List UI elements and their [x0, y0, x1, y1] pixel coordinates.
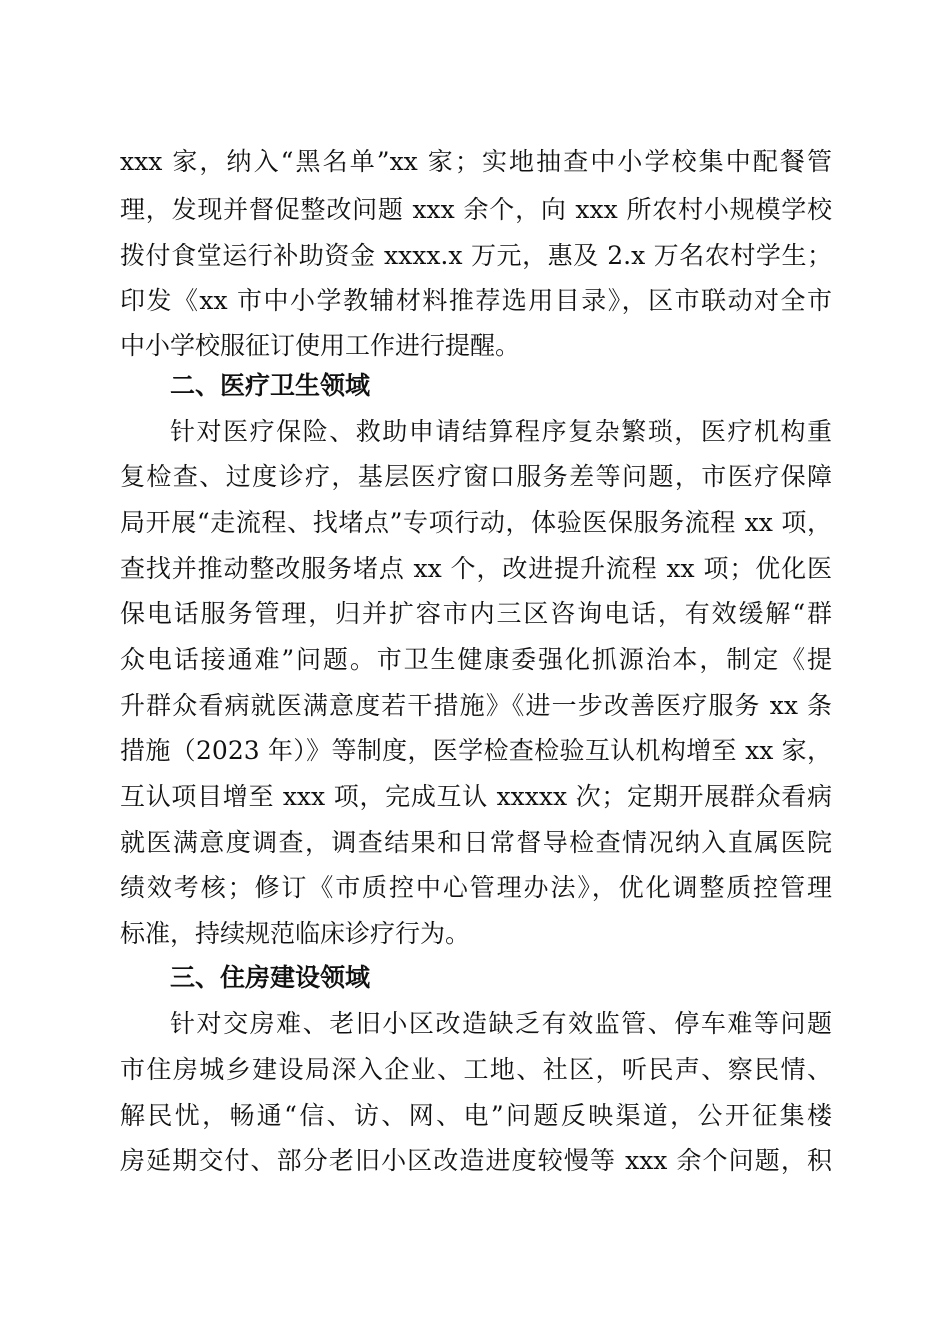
text-line: 众电话接通难”问题。市卫生健康委强化抓源治本，制定《提	[120, 645, 832, 674]
text-line: 市住房城乡建设局深入企业、工地、社区，听民声、察民情、	[120, 1055, 832, 1084]
text-line: 升群众看病就医满意度若干措施》《进一步改善医疗服务 xx 条	[120, 691, 832, 720]
text-line: 局开展“走流程、找堵点”专项行动，体验医保服务流程 xx 项，	[120, 508, 832, 537]
text-line: xxx 家，纳入“黑名单”xx 家；实地抽查中小学校集中配餐管	[120, 147, 832, 176]
text-line: 拨付食堂运行补助资金 xxxx.x 万元，惠及 2.x 万名农村学生；	[120, 241, 832, 270]
text-line: 中小学校服征订使用工作进行提醒。	[120, 331, 521, 360]
text-line: 互认项目增至 xxx 项，完成互认 xxxxx 次；定期开展群众看病	[120, 782, 832, 811]
text-line: 就医满意度调查，调查结果和日常督导检查情况纳入直属医院	[120, 828, 832, 857]
text-line: 查找并推动整改服务堵点 xx 个，改进提升流程 xx 项；优化医	[120, 554, 832, 583]
text-line: 标准，持续规范临床诊疗行为。	[120, 919, 471, 948]
text-line: 印发《xx 市中小学教辅材料推荐选用目录》，区市联动对全市	[120, 286, 832, 315]
text-line: 保电话服务管理，归并扩容市内三区咨询电话，有效缓解“群	[120, 599, 832, 628]
section-heading: 三、住房建设领域	[170, 963, 371, 992]
text-line: 针对交房难、老旧小区改造缺乏有效监管、停车难等问题	[170, 1009, 832, 1038]
text-line: 绩效考核；修订《市质控中心管理办法》，优化调整质控管理	[120, 873, 832, 902]
text-line: 房延期交付、部分老旧小区改造进度较慢等 xxx 余个问题，积	[120, 1146, 832, 1175]
text-line: 解民忧，畅通“信、访、网、电”问题反映渠道，公开征集楼	[120, 1101, 832, 1130]
text-line: 复检查、过度诊疗，基层医疗窗口服务差等问题，市医疗保障	[120, 462, 832, 491]
text-line: 措施（2023 年）》等制度，医学检查检验互认机构增至 xx 家，	[120, 736, 832, 765]
section-heading: 二、医疗卫生领域	[170, 371, 371, 400]
text-line: 针对医疗保险、救助申请结算程序复杂繁琐，医疗机构重	[170, 417, 832, 446]
text-line: 理，发现并督促整改问题 xxx 余个，向 xxx 所农村小规模学校	[120, 195, 832, 224]
